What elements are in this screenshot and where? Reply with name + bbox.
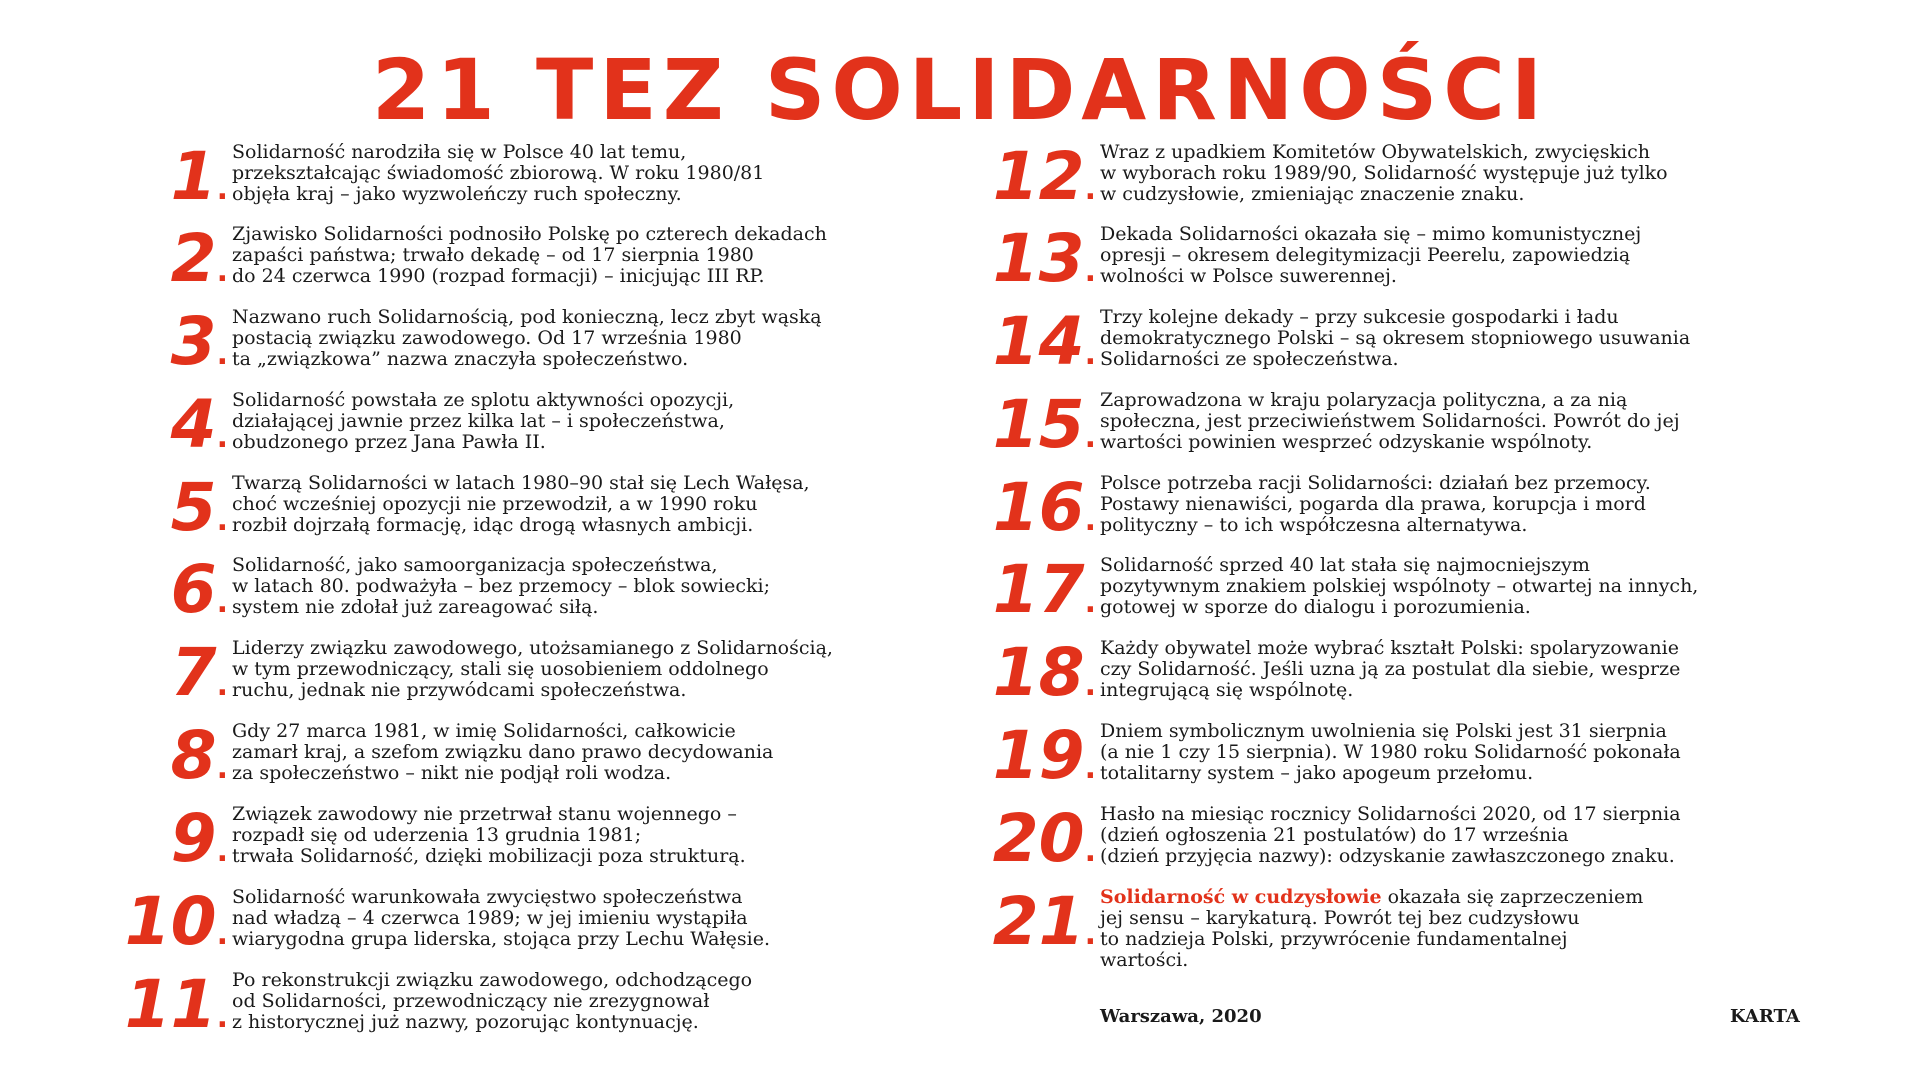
thesis-number: 11. bbox=[124, 966, 228, 1043]
thesis-number: 16. bbox=[992, 469, 1096, 546]
thesis-text: Hasło na miesiąc rocznicy Solidarności 2020, od 17 sierpnia (dzień ogłoszenia 21 postulatów) do 17 września (dzień przyjęcia nazwy): odzyskanie zawłaszczonego znaku. bbox=[1100, 803, 1681, 867]
thesis-number: 17. bbox=[992, 551, 1096, 628]
thesis-text: Zjawisko Solidarności podnosiło Polskę po czterech dekadach zapaści państwa; trwało dekadę – od 17 sierpnia 1980 do 24 czerwca 1990 (rozpad formacji) – inicjując III RP. bbox=[232, 223, 827, 287]
thesis-16 bbox=[992, 469, 1860, 553]
thesis-number: 4. bbox=[170, 386, 228, 463]
thesis-number: 19. bbox=[992, 717, 1096, 794]
thesis-text: Trzy kolejne dekady – przy sukcesie gospodarki i ładu demokratycznego Polski – są okresem stopniowego usuwania Solidarności ze społeczeństwa. bbox=[1100, 306, 1691, 370]
thesis-text-rest: okazała się zaprzeczeniem jej sensu – karykaturą. Powrót tej bez cudzysłowu to nadzieja Polski, przywrócenie fundamentalnej wartości. bbox=[1100, 886, 1644, 971]
thesis-11 bbox=[124, 966, 992, 1050]
thesis-2 bbox=[170, 220, 992, 304]
thesis-number: 18. bbox=[992, 634, 1096, 711]
thesis-text bbox=[1100, 887, 1860, 971]
thesis-20 bbox=[992, 800, 1860, 884]
thesis-text: Dniem symbolicznym uwolnienia się Polski jest 31 sierpnia (a nie 1 czy 15 sierpnia). W 1980 roku Solidarność pokonała totalitarny system – jako apogeum przełomu. bbox=[1100, 720, 1681, 784]
thesis-text: Solidarność sprzed 40 lat stała się najmocniejszym pozytywnym znakiem polskiej wspólnoty – otwartej na innych, gotowej w sporze do dialogu i porozumienia. bbox=[1100, 554, 1699, 618]
thesis-text: Solidarność warunkowała zwycięstwo społeczeństwa nad władzą – 4 czerwca 1989; w jej imieniu wystąpiła wiarygodna grupa liderska, stojąca przy Lechu Wałęsie. bbox=[232, 886, 770, 950]
thesis-8 bbox=[170, 717, 992, 801]
thesis-text: Związek zawodowy nie przetrwał stanu wojennego – rozpadł się od uderzenia 13 grudnia 1981; trwała Solidarność, dzięki mobilizacji poza strukturą. bbox=[232, 803, 746, 867]
thesis-number: 7. bbox=[170, 634, 228, 711]
thesis-7 bbox=[170, 634, 992, 718]
thesis-number: 12. bbox=[992, 138, 1096, 215]
thesis-number: 20. bbox=[992, 800, 1096, 877]
thesis-text: Liderzy związku zawodowego, utożsamianego z Solidarnością, w tym przewodniczący, stali się uosobieniem oddolnego ruchu, jednak nie przywódcami społeczeństwa. bbox=[232, 637, 833, 701]
thesis-19 bbox=[992, 717, 1860, 801]
thesis-highlight: Solidarność w cudzysłowie bbox=[1100, 886, 1382, 908]
thesis-text: Zaprowadzona w kraju polaryzacja polityczna, a za nią społeczna, jest przeciwieństwem Solidarności. Powrót do jej wartości powinien wesprzeć odzyskanie wspólnoty. bbox=[1100, 389, 1680, 453]
thesis-text: Po rekonstrukcji związku zawodowego, odchodzącego od Solidarności, przewodniczący nie zrezygnował z historycznej już nazwy, pozorując kontynuację. bbox=[232, 969, 753, 1033]
thesis-text: Polsce potrzeba racji Solidarności: działań bez przemocy. Postawy nienawiści, pogarda dla prawa, korupcja i mord polityczny – to ich współczesna alternatywa. bbox=[1100, 472, 1651, 536]
thesis-1 bbox=[170, 138, 992, 222]
thesis-text: Nazwano ruch Solidarnością, pod konieczną, lecz zbyt wąską postacią związku zawodowego. Od 17 września 1980 ta „związkowa” nazwa znaczyła społeczeństwo. bbox=[232, 306, 822, 370]
footer-place-date: Warszawa, 2020 bbox=[1100, 1006, 1262, 1027]
thesis-17 bbox=[992, 551, 1860, 635]
thesis-text: Każdy obywatel może wybrać kształt Polski: spolaryzowanie czy Solidarność. Jeśli uzna ją za postulat dla siebie, wesprze integrującą się wspólnotę. bbox=[1100, 637, 1681, 701]
footer-org: KARTA bbox=[1730, 1006, 1800, 1027]
thesis-number: 13. bbox=[992, 220, 1096, 297]
thesis-text: Solidarność narodziła się w Polsce 40 lat temu, przekształcając świadomość zbiorową. W roku 1980/81 objęła kraj – jako wyzwoleńczy ruch społeczny. bbox=[232, 141, 765, 205]
thesis-text: Solidarność powstała ze splotu aktywności opozycji, działającej jawnie przez kilka lat – i społeczeństwa, obudzonego przez Jana Pawła II. bbox=[232, 389, 735, 453]
thesis-text: Wraz z upadkiem Komitetów Obywatelskich, zwycięskich w wyborach roku 1989/90, Solidarność występuje już tylko w cudzysłowie, zmieniając znaczenie znaku. bbox=[1100, 141, 1668, 205]
thesis-3 bbox=[170, 303, 992, 387]
thesis-text: Solidarność, jako samoorganizacja społeczeństwa, w latach 80. podważyła – bez przemocy – blok sowiecki; system nie zdołał już zareagować siłą. bbox=[232, 554, 771, 618]
thesis-5 bbox=[170, 469, 992, 553]
thesis-13 bbox=[992, 220, 1860, 304]
page-title: 21 TEZ SOLIDARNOŚCI bbox=[371, 41, 1549, 139]
thesis-number: 8. bbox=[170, 717, 228, 794]
thesis-number: 2. bbox=[170, 220, 228, 297]
thesis-18 bbox=[992, 634, 1860, 718]
thesis-10 bbox=[124, 883, 992, 967]
thesis-number: 6. bbox=[170, 551, 228, 628]
thesis-text: Gdy 27 marca 1981, w imię Solidarności, całkowicie zamarł kraj, a szefom związku dano prawo decydowania za społeczeństwo – nikt nie podjął roli wodza. bbox=[232, 720, 774, 784]
thesis-number: 5. bbox=[170, 469, 228, 546]
thesis-21 bbox=[992, 883, 1860, 987]
thesis-number: 3. bbox=[170, 303, 228, 380]
thesis-text: Dekada Solidarności okazała się – mimo komunistycznej opresji – okresem delegitymizacji Peerelu, zapowiedzią wolności w Polsce suwerennej. bbox=[1100, 223, 1642, 287]
thesis-12 bbox=[992, 138, 1860, 222]
thesis-14 bbox=[992, 303, 1860, 387]
thesis-number: 15. bbox=[992, 386, 1096, 463]
thesis-9 bbox=[170, 800, 992, 884]
thesis-number: 14. bbox=[992, 303, 1096, 380]
thesis-number: 1. bbox=[170, 138, 228, 215]
thesis-number: 10. bbox=[124, 883, 228, 960]
thesis-number: 9. bbox=[170, 800, 228, 877]
thesis-text: Twarzą Solidarności w latach 1980–90 stał się Lech Wałęsa, choć wcześniej opozycji nie przewodził, a w 1990 roku rozbił dojrzałą formację, idąc drogą własnych ambicji. bbox=[232, 472, 810, 536]
thesis-number: 21. bbox=[992, 883, 1096, 960]
thesis-4 bbox=[170, 386, 992, 470]
thesis-6 bbox=[170, 551, 992, 635]
thesis-15 bbox=[992, 386, 1860, 470]
